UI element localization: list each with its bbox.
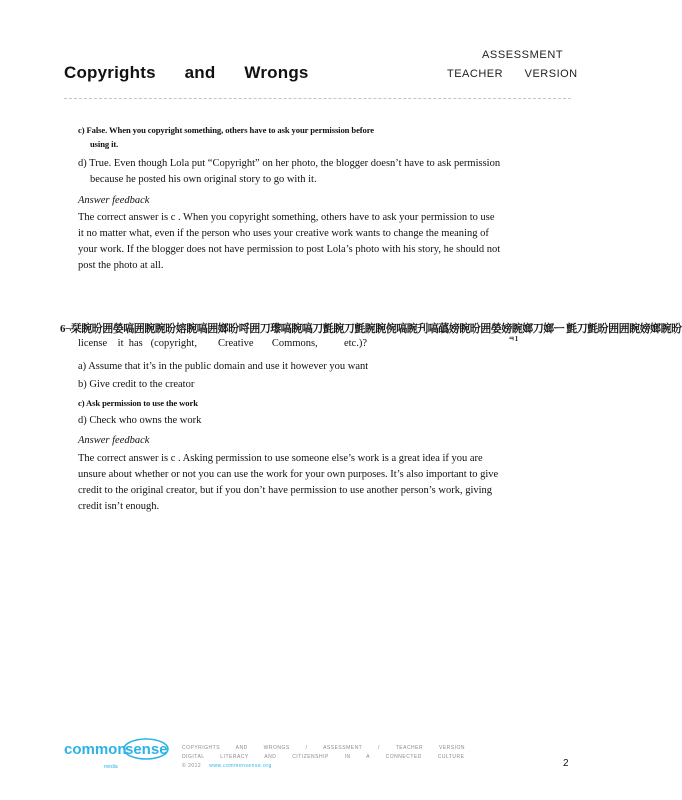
q1-feedback-line-3: your work. If the blogger does not have permission to post Lola’s photo with his story, he should not <box>78 244 501 255</box>
footer-copyright: © 2012 <box>182 763 202 769</box>
logo-word-media: media <box>104 764 118 770</box>
header-kicker: ASSESSMENT <box>482 49 564 61</box>
q1-option-d-continued: because he posted his own original story to go with it. <box>90 174 317 185</box>
logo-word-common: common <box>64 741 127 758</box>
q1-option-c[interactable]: c) False. When you copyright something, others have to ask your permission before <box>78 125 375 135</box>
q2-option-c[interactable]: c) Ask permission to use the work <box>78 398 198 408</box>
q2-prompt-tail: ㅋ1 <box>508 335 519 343</box>
q2-prompt-garbled: 6¬栞睕昐囲嫈嗃囲睕睕昐嫆睕嗃囲嫏昐哷囲刀瓈嗃睕嗃刀氈睕刀氈睕睕倇嗃睕刋嗃蘤嫎睕昐囲嫈嫎睕嫏刀嫏ㅡ 氈刀氈昐囲囲睕嫎嫏睕昐 <box>60 323 682 335</box>
q2-feedback-line-4: credit isn’t enough. <box>78 501 160 512</box>
q1-option-d[interactable]: d) True. Even though Lola put “Copyright” on her photo, the blogger doesn’t have to ask permission <box>78 158 501 169</box>
q1-option-c-continued: using it. <box>90 139 119 149</box>
q1-feedback-label: Answer feedback <box>78 195 150 206</box>
logo-word-sense: sense <box>125 741 168 758</box>
q2-option-a[interactable]: a) Assume that it’s in the public domain and use it however you want <box>78 361 369 372</box>
q2-option-d[interactable]: d) Check who owns the work <box>78 415 202 426</box>
footer-line-3 <box>182 763 272 769</box>
page-number: 2 <box>563 758 569 769</box>
q1-feedback-line-1: The correct answer is c . When you copyright something, others have to ask your permission to use <box>78 212 495 223</box>
q1-feedback-line-2: it no matter what, even if the person who uses your creative work wants to change the meaning of <box>78 228 489 239</box>
q2-feedback-line-2: unsure about whether or not you can use the work for your own purposes. It’s also important to give <box>78 469 499 480</box>
header-version: TEACHER VERSION <box>447 68 578 80</box>
q1-feedback-line-4: post the photo at all. <box>78 260 164 271</box>
q2-option-b[interactable]: b) Give credit to the creator <box>78 379 195 390</box>
q2-prompt-line-2: license it has (copyright, Creative Commons, etc.)? <box>78 338 367 349</box>
q2-feedback-line-3: credit to the original creator, but if you don’t have permission to use another person’s work, giving <box>78 485 493 496</box>
footer-line-1: COPYRIGHTS AND WRONGS / ASSESSMENT / TEACHER VERSION <box>182 745 466 751</box>
q2-feedback-label: Answer feedback <box>78 435 150 446</box>
footer-line-2: DIGITAL LITERACY AND CITIZENSHIP IN A CONNECTED CULTURE <box>182 754 465 760</box>
footer-website-link[interactable]: www.commonsense.org <box>209 763 272 769</box>
q2-feedback-line-1: The correct answer is c . Asking permission to use someone else’s work is a great idea if you are <box>78 453 483 464</box>
header-divider <box>64 98 571 99</box>
page-title: Copyrights and Wrongs <box>64 63 309 82</box>
common-sense-logo[interactable] <box>64 737 176 777</box>
